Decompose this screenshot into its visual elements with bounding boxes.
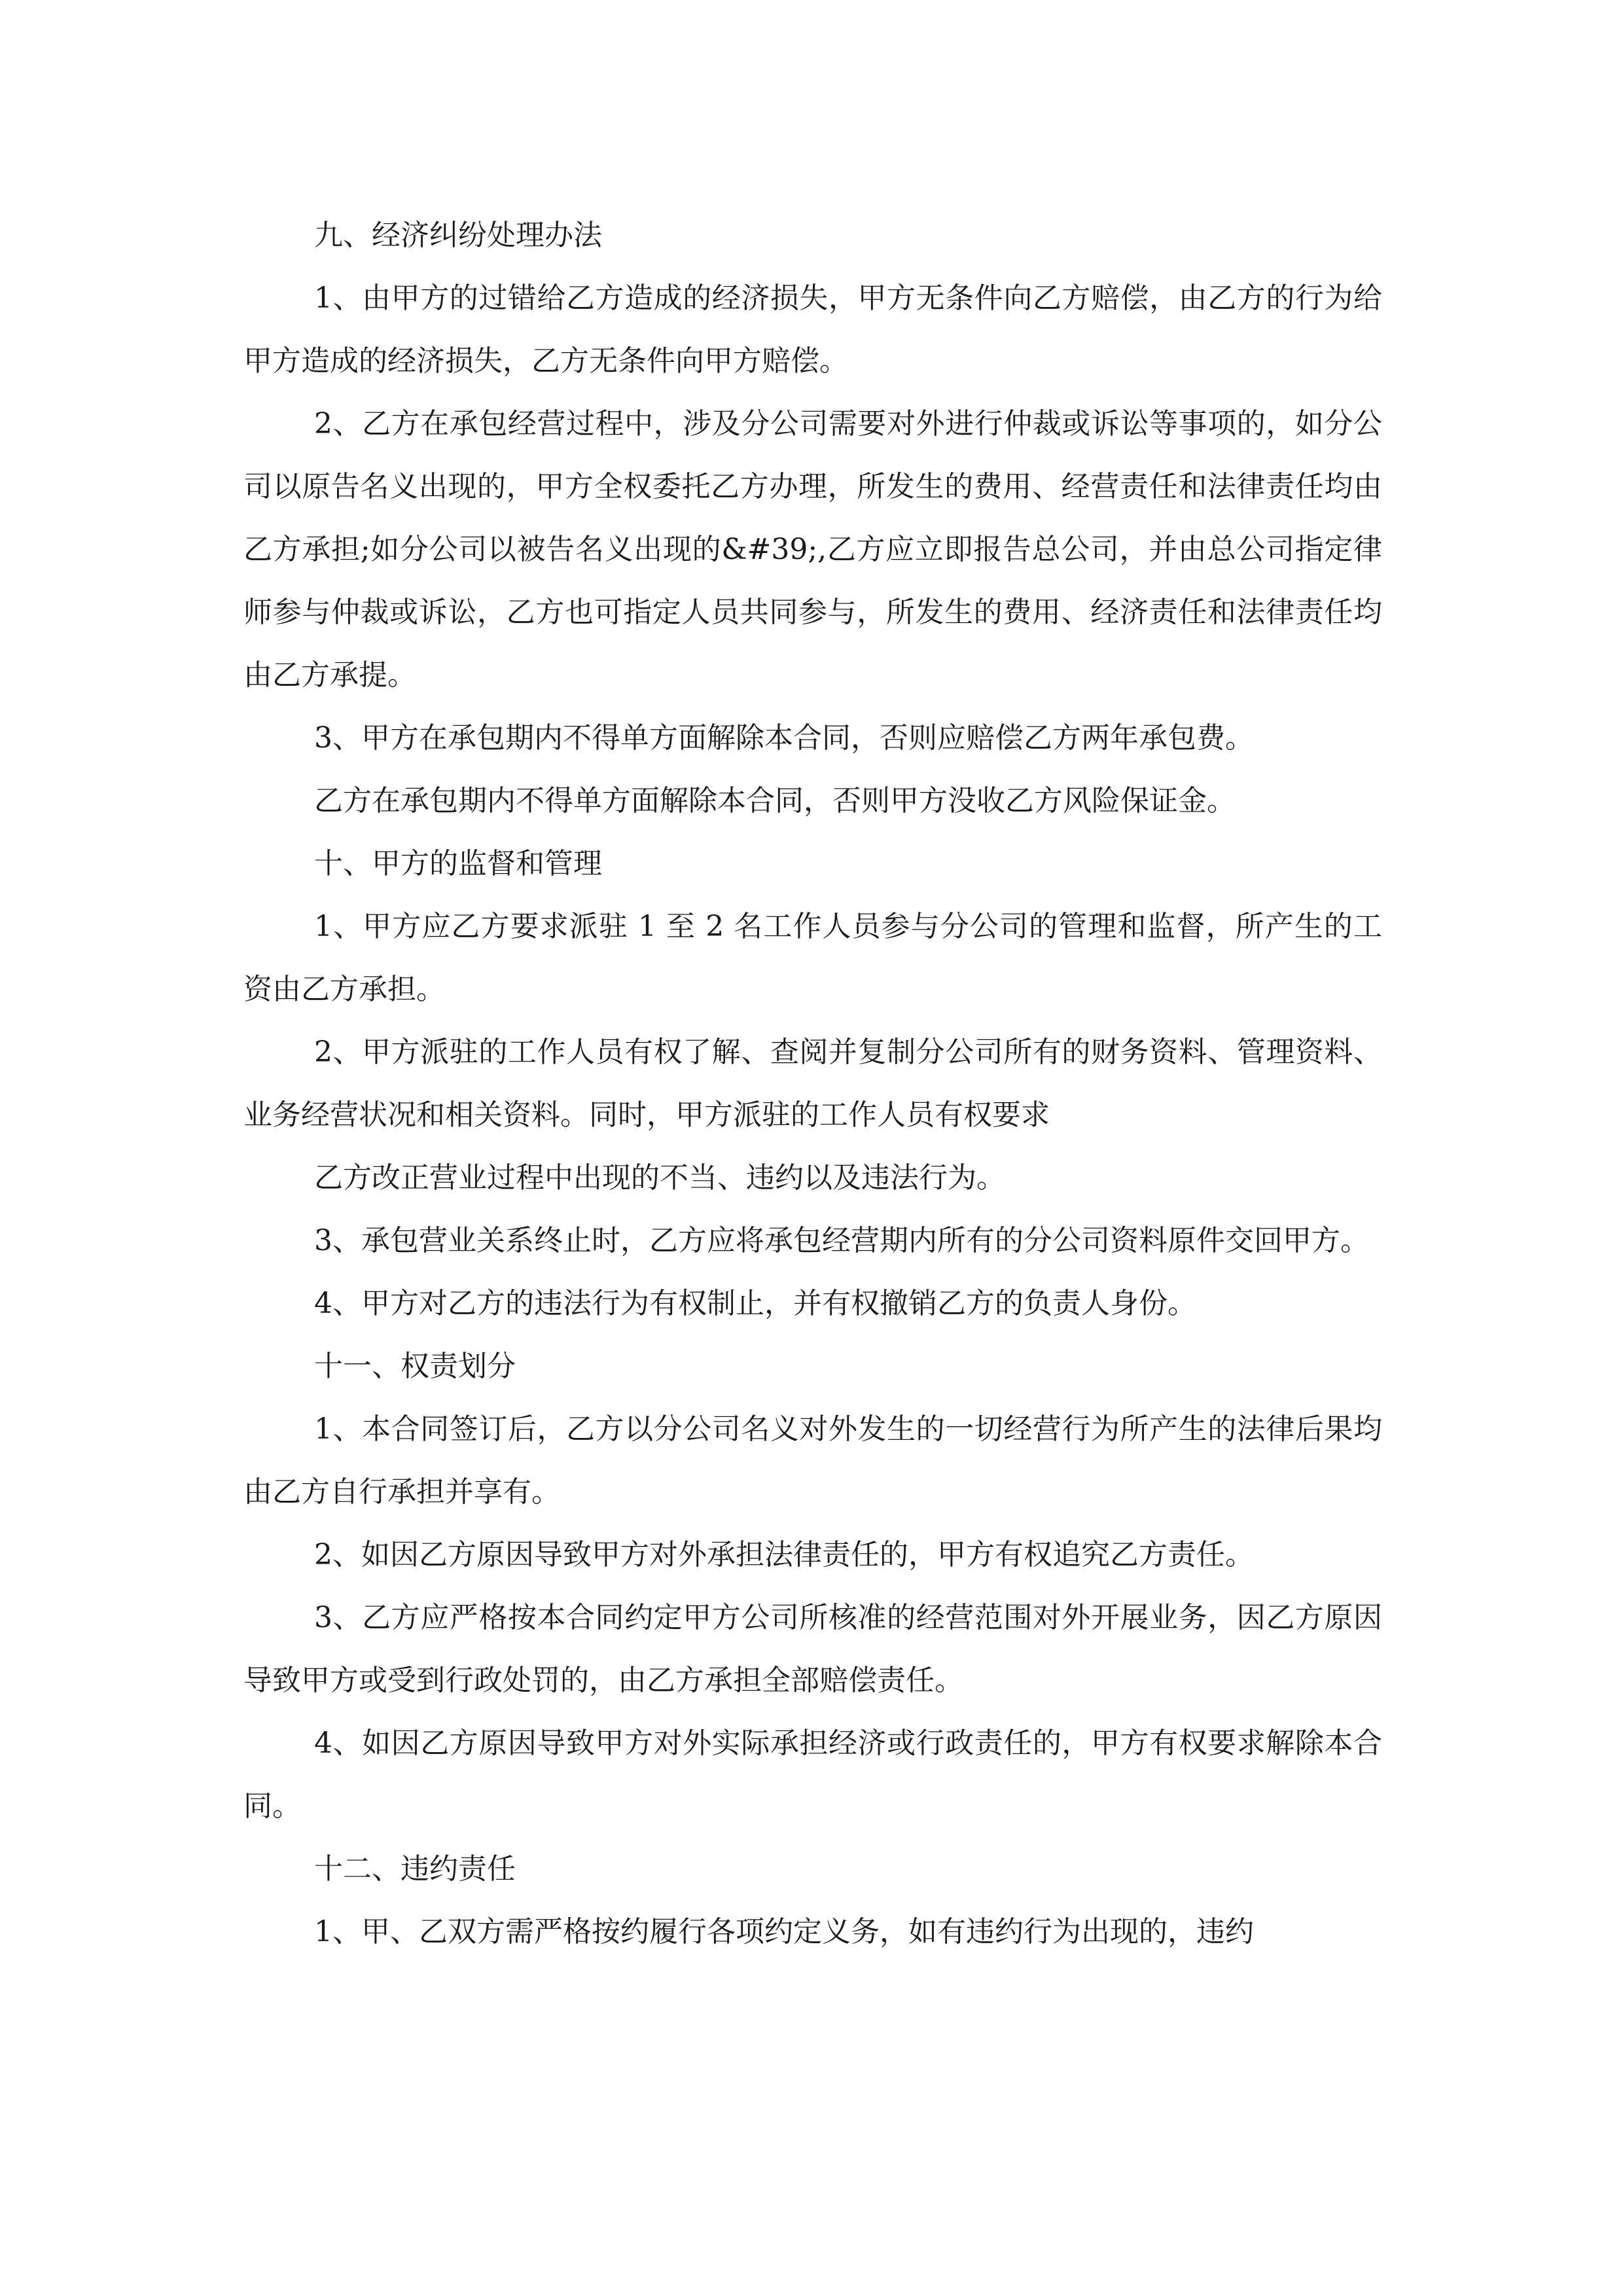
paragraph: 1、甲方应乙方要求派驻 1 至 2 名工作人员参与分公司的管理和监督，所产生的工资由乙方承担。: [243, 910, 1382, 1006]
section-heading-10: 十、甲方的监督和管理: [314, 847, 602, 880]
paragraph: 4、如因乙方原因导致甲方对外实际承担经济或行政责任的，甲方有权要求解除本合同。: [243, 1727, 1382, 1823]
paragraph: 3、乙方应严格按本合同约定甲方公司所核准的经营范围对外开展业务，因乙方原因导致甲方或受到行政处罚的，由乙方承担全部赔偿责任。: [243, 1601, 1382, 1697]
paragraph: 4、甲方对乙方的违法行为有权制止，并有权撤销乙方的负责人身份。: [314, 1287, 1196, 1320]
paragraph: 1、甲、乙双方需严格按约履行各项约定义务，如有违约行为出现的，违约: [314, 1915, 1254, 1948]
paragraph: 2、甲方派驻的工作人员有权了解、查阅并复制分公司所有的财务资料、管理资料、业务经营状况和相关资料。同时，甲方派驻的工作人员有权要求: [243, 1035, 1382, 1132]
paragraph: 2、如因乙方原因导致甲方对外承担法律责任的，甲方有权追究乙方责任。: [314, 1538, 1254, 1571]
paragraph: 2、乙方在承包经营过程中，涉及分公司需要对外进行仲裁或诉讼等事项的，如分公司以原告名义出现的，甲方全权委托乙方办理，所发生的费用、经营责任和法律责任均由乙方承担;如分公司以被告名义出现的&#39;,乙方应立即报告总公司，并由总公司指定律师参与仲裁或诉讼，乙方也可指定人员共同参与，所发生的费用、经济责任和法律责任均由乙方承提。: [243, 407, 1382, 692]
section-heading-9: 九、经济纠纷处理办法: [314, 219, 602, 252]
paragraph: 1、由甲方的过错给乙方造成的经济损失，甲方无条件向乙方赔偿，由乙方的行为给甲方造成的经济损失，乙方无条件向甲方赔偿。: [243, 281, 1382, 378]
paragraph: 1、本合同签订后，乙方以分公司名义对外发生的一切经营行为所产生的法律后果均由乙方自行承担并享有。: [243, 1412, 1382, 1509]
paragraph: 乙方改正营业过程中出现的不当、违约以及违法行为。: [314, 1161, 1005, 1194]
section-heading-11: 十一、权责划分: [314, 1350, 516, 1383]
paragraph: 3、承包营业关系终止时，乙方应将承包经营期内所有的分公司资料原件交回甲方。: [314, 1224, 1369, 1257]
document-body: [243, 204, 1382, 1964]
section-heading-12: 十二、违约责任: [314, 1852, 516, 1886]
paragraph: 乙方在承包期内不得单方面解除本合同，否则甲方没收乙方风险保证金。: [314, 784, 1236, 817]
paragraph: 3、甲方在承包期内不得单方面解除本合同，否则应赔偿乙方两年承包费。: [314, 721, 1254, 755]
